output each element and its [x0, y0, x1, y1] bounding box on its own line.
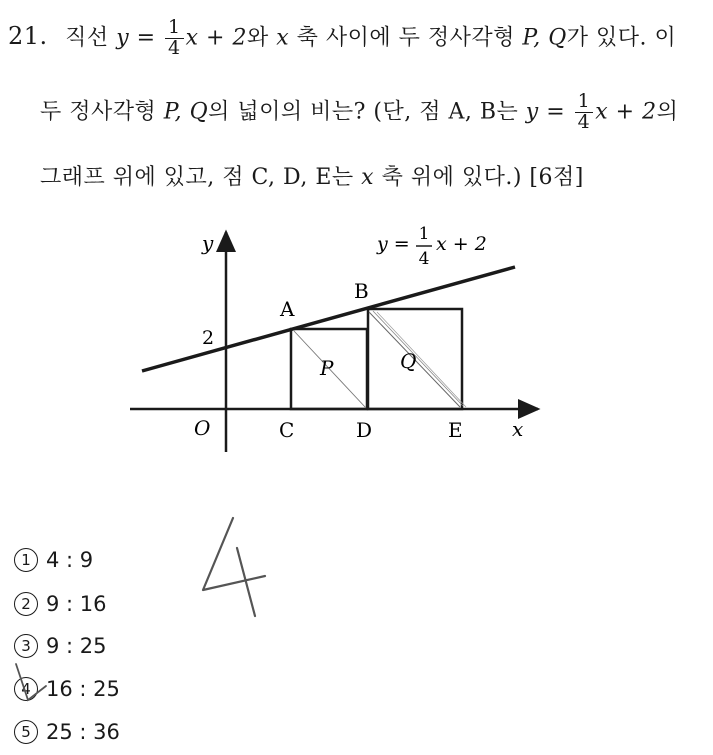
- point-b-label: B: [354, 279, 369, 303]
- choice-mark: 4: [14, 677, 38, 701]
- choice-mark: 3: [14, 634, 38, 658]
- coordinate-figure: [130, 220, 560, 460]
- handwritten-answer: [195, 510, 275, 620]
- choice-mark: 1: [14, 548, 38, 572]
- x-axis-label: x: [512, 417, 524, 441]
- square-names: P, Q: [522, 25, 567, 51]
- problem-text: 와: [246, 25, 269, 51]
- problem-text: 축 위에 있다.) [6점]: [381, 165, 584, 190]
- fraction-numerator: 1: [418, 224, 430, 244]
- check-mark-icon: [12, 660, 52, 710]
- choice-text: 16 : 25: [46, 677, 120, 701]
- x-variable: x: [276, 25, 290, 51]
- point-a-label: A: [280, 297, 295, 321]
- x-variable: x: [361, 165, 375, 190]
- fraction: $\frac{1}{4}$: [575, 92, 594, 133]
- point-d-label: D: [356, 418, 373, 442]
- choice-2[interactable]: [14, 592, 107, 616]
- problem-text: 가 있다. 이: [566, 25, 677, 51]
- equation-rhs: x + 2: [436, 233, 487, 255]
- square-names: P, Q: [163, 99, 209, 125]
- problem-text: 그래프 위에 있고, 점 C, D, E는: [40, 165, 354, 190]
- problem-text: 축 사이에 두 정사각형: [296, 25, 515, 51]
- problem-number: 21.: [8, 22, 48, 51]
- problem-line-3: [40, 160, 584, 191]
- equation-lhs: y =: [525, 99, 566, 125]
- equation-lhs: y =: [116, 25, 156, 51]
- fraction-denominator: 4: [418, 249, 430, 269]
- choice-1[interactable]: [14, 548, 93, 572]
- equation-rhs: x + 2: [595, 99, 657, 125]
- problem-line-2: [40, 92, 678, 133]
- problem-text: 의: [656, 99, 679, 125]
- problem-line-1: [8, 18, 676, 59]
- pencil-diagonal-q: [373, 311, 463, 406]
- choice-mark: 2: [14, 592, 38, 616]
- y-intercept-label: 2: [202, 327, 215, 349]
- choice-text: 4 : 9: [46, 548, 94, 572]
- problem-text: 의 넓이의 비는? (단, 점 A, B는: [208, 99, 519, 125]
- y-axis-label: y: [202, 231, 214, 255]
- problem-text: 두 정사각형: [40, 99, 157, 125]
- choice-text: 25 : 36: [46, 720, 120, 744]
- choice-5[interactable]: [14, 720, 120, 744]
- problem-text: 직선: [65, 25, 109, 51]
- fraction: $\frac{1}{4}$: [165, 18, 184, 59]
- svg-text:4: 4: [195, 510, 196, 511]
- pencil-diagonal-q: [377, 312, 466, 407]
- square-p-label: P: [320, 356, 334, 380]
- equation-rhs: x + 2: [185, 25, 247, 51]
- square-q-label: Q: [400, 349, 417, 373]
- choice-text: 9 : 16: [46, 592, 107, 616]
- origin-label: O: [194, 416, 211, 440]
- choice-mark: 5: [14, 720, 38, 744]
- equation-lhs: y =: [377, 233, 410, 255]
- choice-text: 9 : 25: [46, 634, 107, 658]
- point-c-label: C: [279, 418, 295, 442]
- point-e-label: E: [448, 418, 463, 442]
- choice-3[interactable]: [14, 634, 107, 658]
